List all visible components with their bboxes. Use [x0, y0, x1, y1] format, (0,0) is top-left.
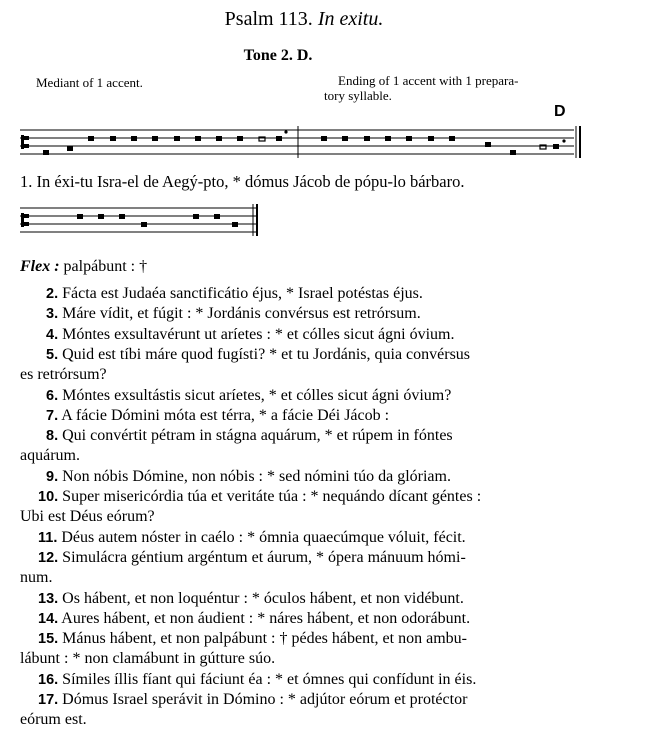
neume-note	[510, 150, 516, 155]
neume-note	[43, 150, 49, 155]
verse-text: Máre vídit, et fúgit : * Jordánis convérsus est retrórsum.	[58, 305, 421, 323]
verse-text: Simulácra géntium argéntum et áurum, * ópera mánuum hómi-	[58, 548, 466, 566]
verse-text: Dómus Israel sperávit in Dómino : * adjútor eórum et protéctor	[58, 691, 468, 708]
neume-note	[174, 136, 180, 141]
verse-continuation: aquárum.	[20, 447, 80, 465]
mora-dot	[284, 130, 287, 133]
verse-line	[38, 630, 467, 648]
verse-continuation: num.	[20, 569, 53, 587]
neume-note	[364, 136, 370, 141]
neume-note	[449, 136, 455, 141]
verse-line	[38, 590, 464, 608]
verse-line	[46, 285, 423, 303]
verse-line	[38, 671, 476, 689]
verse-1-underlay: 1. In éxi-tu Isra-el de Aegý-pto, * dómus Jácob de pópu-lo bárbaro.	[20, 172, 465, 191]
verse-line	[46, 387, 451, 405]
neume-note	[406, 136, 412, 141]
mora-dot	[562, 139, 565, 142]
flex-line	[20, 258, 147, 276]
neume-note	[119, 214, 125, 219]
neume-note	[77, 214, 83, 219]
verse-text: Qui convértit pétram in stágna aquárum, * et rúpem in fóntes	[58, 427, 453, 445]
verse-line	[46, 427, 453, 445]
verse-number: 16.	[38, 671, 59, 688]
verse-line	[38, 488, 481, 506]
neume-note	[141, 222, 147, 227]
chant-staff-tone	[0, 126, 648, 162]
chant-staff-flex	[0, 204, 648, 240]
verse-number: 12.	[38, 549, 59, 566]
neume-note	[195, 136, 201, 141]
verse-number: 14.	[38, 610, 59, 627]
c-clef-icon	[21, 213, 29, 227]
neume-note	[193, 214, 199, 219]
neume-note	[131, 136, 137, 141]
verse-number: 8.	[46, 428, 59, 445]
verse-number: 2.	[46, 286, 59, 302]
verse-line	[38, 529, 466, 547]
psalm-title-sub: In exitu.	[317, 8, 384, 30]
verse-line	[38, 549, 466, 567]
verse-number: 7.	[46, 407, 59, 424]
ending-label-line1: Ending of 1 accent with 1 prepara-	[338, 73, 519, 88]
verse-line	[38, 610, 470, 628]
verse-text: Déus autem nóster in caélo : * ómnia quaecúmque vóluit, fécit.	[57, 528, 466, 546]
verse-text: Mánus hábent, et non palpábunt : † pédes hábent, et non ambu-	[58, 630, 467, 648]
verse-continuation: Ubi est Déus eórum?	[20, 508, 155, 526]
psalm-title	[0, 8, 608, 31]
neume-note	[110, 136, 116, 141]
ending-label-line2: tory syllable.	[324, 88, 392, 103]
ending-mark: D	[554, 103, 566, 120]
verse-text: Non nóbis Dómine, non nóbis : * sed nómini túo da glóriam.	[58, 467, 451, 485]
verse-text: Quid est tíbi máre quod fugísti? * et tu Jordánis, quia convérsus	[58, 345, 471, 363]
verse-text: Os hábent, et non loquéntur : * óculos hábent, et non vidébunt.	[58, 589, 464, 607]
neume-note	[67, 146, 73, 151]
neume-note	[216, 136, 222, 141]
neume-note	[152, 136, 158, 141]
verse-number: 9.	[46, 468, 59, 485]
verse-text: Aures hábent, et non áudient : * náres hábent, et non odorábunt.	[58, 609, 471, 627]
verse-continuation: lábunt : * non clamábunt in gútture súo.	[20, 650, 276, 668]
neume-note	[385, 136, 391, 141]
neume-note	[276, 136, 282, 141]
verse-text: Móntes exsultavérunt ut aríetes : * et cólles sicut ágni óvium.	[58, 325, 455, 343]
verse-line	[46, 326, 454, 344]
psalm-title-main: Psalm 113.	[224, 8, 313, 30]
verse-number: 4.	[46, 326, 59, 343]
verse-number: 15.	[38, 631, 59, 648]
verse-continuation: es retrórsum?	[20, 366, 107, 384]
neume-note	[321, 136, 327, 141]
neume-note	[553, 144, 559, 149]
verse-continuation: eórum est.	[20, 711, 87, 729]
verse-text: Super misericórdia túa et veritáte túa : * nequándo dícant géntes :	[58, 488, 482, 505]
verse-line	[46, 305, 421, 323]
verse-number: 5.	[46, 346, 59, 363]
verse-number: 11.	[38, 529, 58, 546]
verse-text: Móntes exsultástis sicut aríetes, * et cólles sicut ágni óvium?	[58, 386, 452, 404]
mediant-label: Mediant of 1 accent.	[36, 75, 143, 90]
verse-number: 13.	[38, 590, 59, 607]
neume-note	[88, 136, 94, 141]
verse-number: 6.	[46, 387, 59, 404]
c-clef-icon	[21, 135, 29, 149]
verse-number: 3.	[46, 306, 59, 323]
neume-note	[232, 222, 238, 227]
verse-number: 10.	[38, 489, 59, 505]
neume-note	[237, 136, 243, 141]
neume-note	[342, 136, 348, 141]
verse-text: A fácie Dómini móta est térra, * a fácie Déi Jácob :	[58, 406, 390, 424]
verse-number: 17.	[38, 692, 59, 708]
flex-text: palpábunt : †	[63, 258, 148, 275]
neume-note	[98, 214, 104, 219]
verse-text: Fácta est Judaéa sanctificátio éjus, * Israel potéstas éjus.	[58, 285, 423, 302]
verse-text: Símiles íllis fíant qui fáciunt éa : * et ómnes qui confídunt in éis.	[58, 670, 477, 688]
neume-note	[214, 214, 220, 219]
verse-line	[38, 691, 467, 709]
neume-note	[428, 136, 434, 141]
neume-note	[485, 142, 491, 147]
verse-line	[46, 468, 451, 486]
verse-line	[46, 346, 470, 364]
tone-heading: Tone 2. D.	[243, 47, 313, 64]
flex-label: Flex :	[20, 258, 60, 275]
verse-line	[46, 407, 389, 425]
